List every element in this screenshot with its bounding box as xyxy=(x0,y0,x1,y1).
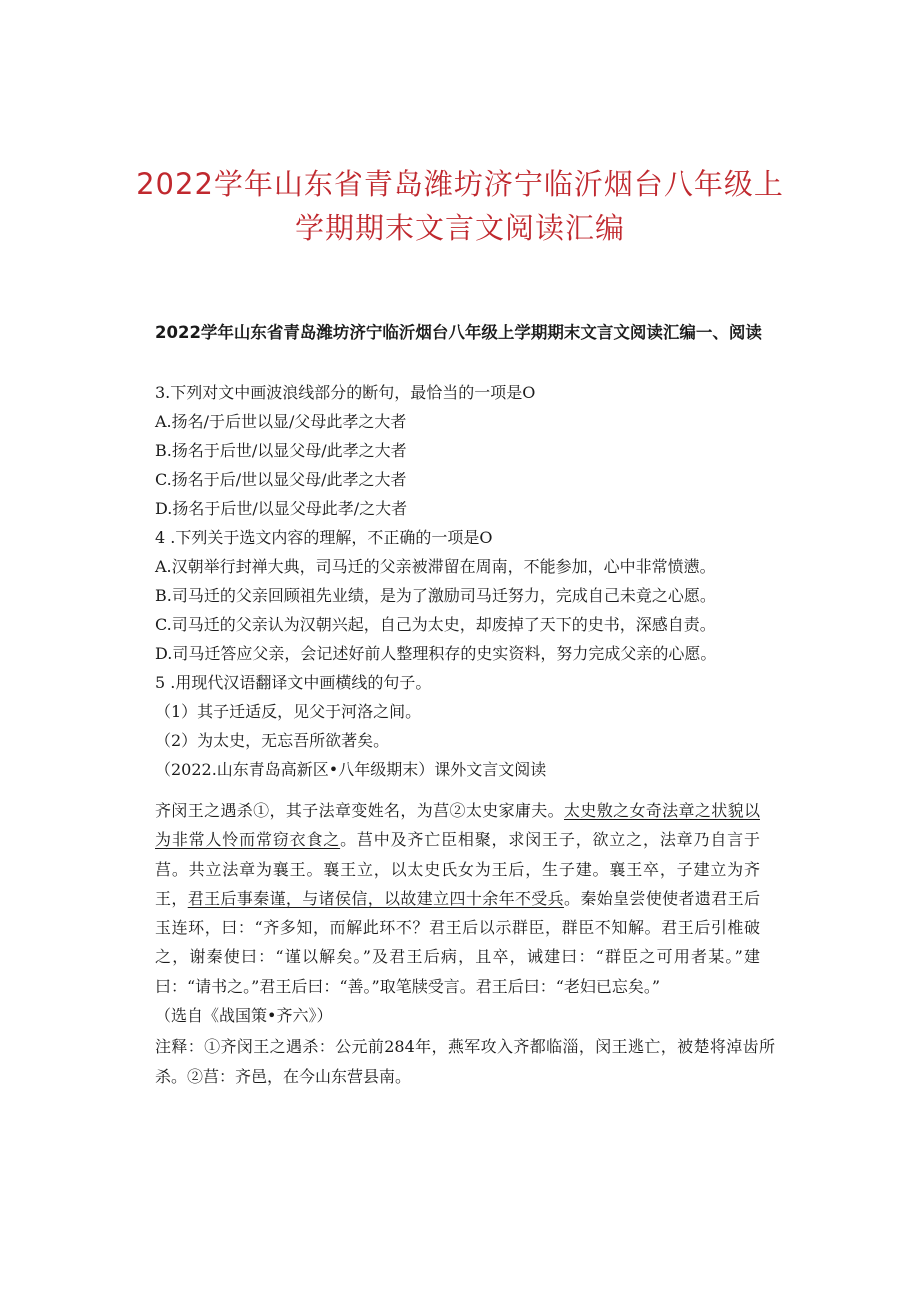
question-4-option-c: C.司马迁的父亲认为汉朝兴起，自己为太史，却废掉了天下的史书，深感自责。 xyxy=(155,615,716,634)
question-4: 4 .下列关于选文内容的理解，不正确的一项是O xyxy=(155,528,493,547)
question-4-option-a: A.汉朝举行封禅大典，司马迁的父亲被滞留在周南，不能参加，心中非常愤懑。 xyxy=(155,557,716,576)
title-line-2: 学期期末文言文阅读汇编 xyxy=(294,211,625,245)
passage-part-2: 。莒中及齐亡臣相聚，求闵王子，欲立之，法章乃自言于莒。共立法章为襄王。襄王立，以太史氏女为王后，生子建。襄王卒，子建立为齐王， xyxy=(155,830,760,908)
document-title xyxy=(120,162,800,250)
question-list xyxy=(155,378,775,784)
passage-part-1: 齐闵王之遇杀①，其子法章变姓名，为莒②太史家庸夫。 xyxy=(155,801,565,820)
question-5-item-1: （1）其子迁适反，见父于河洛之间。 xyxy=(155,702,422,721)
passage-source: （选自《战国策•齐六》） xyxy=(155,1006,333,1025)
passage-underlined-1: 太史敫之女奇法章之状貌以为非常人怜而常窃衣食之 xyxy=(155,801,760,850)
question-3: 3.下列对文中画波浪线部分的断句，最恰当的一项是O xyxy=(155,383,536,402)
question-3-option-c: C.扬名于后/世以显父母/此孝之大者 xyxy=(155,470,407,489)
question-3-option-d: D.扬名于后世/以显父母此孝/之大者 xyxy=(155,499,408,518)
passage-underlined-2: 君王后事秦谨，与诸侯信，以故建立四十余年不受兵 xyxy=(187,888,565,908)
question-3-option-b: B.扬名于后世/以显父母/此孝之大者 xyxy=(155,441,407,460)
question-5: 5 .用现代汉语翻译文中画横线的句子。 xyxy=(155,673,432,692)
question-4-option-d: D.司马迁答应父亲，会记述好前人整理积存的史实资料，努力完成父亲的心愿。 xyxy=(155,644,717,663)
reading-section-label: （2022.山东青岛高新区•八年级期末）课外文言文阅读 xyxy=(155,760,547,779)
annotation-note: 注释：①齐闵王之遇杀：公元前284年，燕军攻入齐都临淄，闵王逃亡，被楚将淖齿所杀。②莒：齐邑，在今山东营县南。 xyxy=(155,1037,775,1086)
classical-passage xyxy=(155,796,760,1001)
passage-part-3: 。秦始皇尝使使者遗君王后玉连环，曰：“齐多知，而解此环不？君王后以示群臣，群臣不知解。君王后引椎破之，谢秦使曰：“谨以解矣。”及君王后病，且卒，诫建曰：“群臣之可用者某。”建曰：“请书之。”君王后曰：“善。”取笔牍受言。君王后曰：“老妇已忘矣。” xyxy=(155,888,760,996)
section-heading: 2022学年山东省青岛潍坊济宁临沂烟台八年级上学期期末文言文阅读汇编一、阅读 xyxy=(155,323,762,342)
question-3-option-a: A.扬名/于后世以显/父母此孝之大者 xyxy=(155,412,407,431)
question-4-option-b: B.司马迁的父亲回顾祖先业绩，是为了激励司马迁努力，完成自己未竟之心愿。 xyxy=(155,586,716,605)
title-line-1: 2022学年山东省青岛潍坊济宁临沂烟台八年级上 xyxy=(136,167,784,201)
question-5-item-2: （2）为太史，无忘吾所欲著矣。 xyxy=(155,731,390,750)
passage-footer xyxy=(155,1001,775,1091)
